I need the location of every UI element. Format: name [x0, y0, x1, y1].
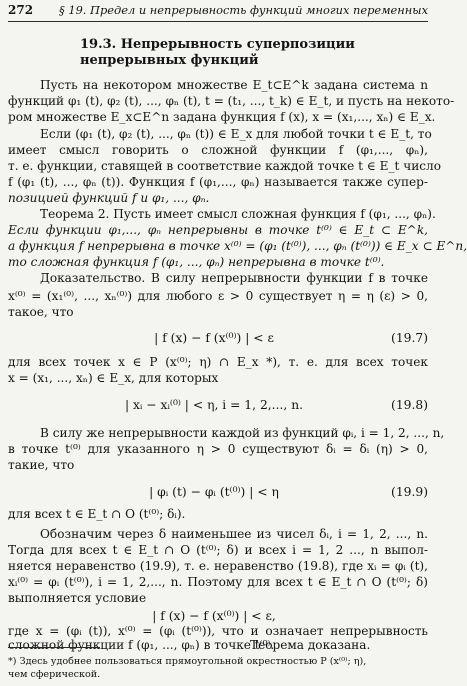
- proof-line: Обозначим через δ наименьшее из чисел δᵢ, i = 1, 2, ..., n.: [40, 527, 428, 541]
- proof-end-line: Теорема доказана.: [250, 638, 371, 652]
- footnote-line: *) Здесь удобнее пользоваться прямоугольной окрестностью P (x⁽⁰⁾; η),: [8, 656, 367, 667]
- proof-line: xᵢ⁽⁰⁾ = φᵢ (t⁽⁰⁾), i = 1, 2,..., n. Поэтому для всех t ∈ E_t ∩ O (t⁽⁰⁾; δ): [8, 575, 428, 589]
- section-title-line-1: 19.3. Непрерывность суперпозиции: [80, 37, 355, 52]
- proof-line: няется неравенство (19.9), т. е. неравенство (19.8), где xᵢ = φᵢ (t),: [8, 559, 428, 573]
- paragraph-line: позицией функций f и φ₁, ..., φₙ.: [8, 191, 210, 205]
- proof-line: выполняется условие: [8, 591, 147, 605]
- theorem-statement-line: Если функции φ₁,..., φₙ непрерывны в точке t⁽⁰⁾ ∈ E_t ⊂ E^k,: [8, 223, 428, 237]
- paragraph-line: функций φ₁ (t), φ₂ (t), ..., φₙ (t), t = (t₁, ..., t_k) ∈ E_t, и пусть на некото-: [8, 94, 455, 108]
- proof-line: x = (x₁, ..., xₙ) ∈ E_x, для которых: [8, 371, 219, 385]
- paragraph-line: имеет смысл говорить о сложной функции f (φ₁,..., φₙ),: [8, 143, 428, 157]
- paragraph-line: ром множестве E_x⊂E^n задана функция f (x), x = (x₁,..., xₙ) ∈ E_x.: [8, 110, 436, 124]
- running-title: § 19. Предел и непрерывность функций многих переменных: [59, 3, 428, 17]
- equation-number: (19.7): [391, 331, 428, 345]
- paragraph-line: f (φ₁ (t), ..., φₙ (t)). Функция f (φ₁,..., φₙ) называется также супер-: [8, 175, 428, 189]
- proof-line: Доказательство. В силу непрерывности функции f в точке: [40, 271, 428, 285]
- equation-number: (19.9): [391, 485, 428, 499]
- header-rule: [8, 21, 428, 22]
- paragraph-line: Если (φ₁ (t), φ₂ (t), ..., φₙ (t)) ∈ E_x для любой точки t ∈ E_t, то: [40, 127, 432, 141]
- proof-line: в точке t⁽⁰⁾ для указанного η > 0 существуют δᵢ = δᵢ (η) > 0,: [8, 442, 428, 456]
- page-number: 272: [8, 3, 34, 17]
- footnote-line: чем сферической.: [8, 669, 101, 680]
- proof-line: x⁽⁰⁾ = (x₁⁽⁰⁾, ..., xₙ⁽⁰⁾) для любого ε > 0 существует η = η (ε) > 0,: [8, 289, 428, 303]
- proof-line: Тогда для всех t ∈ E_t ∩ O (t⁽⁰⁾; δ) и всех i = 1, 2 ..., n выпол-: [8, 543, 428, 557]
- proof-line: такие, что: [8, 458, 75, 472]
- section-title-line-2: непрерывных функций: [80, 53, 259, 68]
- equation-body: | f (x) − f (x⁽⁰⁾) | < ε,: [152, 609, 276, 623]
- paragraph-line: т. е. функции, ставящей в соответствие каждой точке t ∈ E_t число: [8, 159, 442, 173]
- footnote-rule: [8, 647, 100, 648]
- theorem-statement-line: Теорема 2. Пусть имеет смысл сложная функция f (φ₁, ..., φₙ).: [40, 207, 436, 221]
- equation-body: | f (x) − f (x⁽⁰⁾) | < ε: [154, 331, 274, 345]
- proof-line: сложной функции f (φ₁, ..., φₙ) в точке t⁽⁰⁾.: [8, 638, 275, 652]
- proof-line: для всех точек x ∈ P (x⁽⁰⁾; η) ∩ E_x *), т. е. для всех точек: [8, 355, 428, 369]
- proof-line: где x = (φᵢ (t)), x⁽⁰⁾ = (φᵢ (t⁽⁰⁾)), что и означает непрерывность: [8, 624, 428, 638]
- proof-line: такое, что: [8, 305, 74, 319]
- proof-line: для всех t ∈ E_t ∩ O (t⁽⁰⁾; δᵢ).: [8, 507, 186, 521]
- theorem-statement-line: а функция f непрерывна в точке x⁽⁰⁾ = (φ₁ (t⁽⁰⁾), ..., φₙ (t⁽⁰⁾)) ∈ E_x ⊂ E^n,: [8, 239, 467, 253]
- equation-body: | xᵢ − xᵢ⁽⁰⁾ | < η, i = 1, 2,..., n.: [124, 398, 304, 412]
- running-header: [8, 3, 428, 21]
- proof-line: В силу же непрерывности каждой из функций φᵢ, i = 1, 2, ..., n,: [40, 426, 445, 440]
- theorem-statement-line: то сложная функция f (φ₁, ..., φₙ) непрерывна в точке t⁽⁰⁾.: [8, 255, 385, 269]
- equation-body: | φᵢ (t) − φᵢ (t⁽⁰⁾) | < η: [149, 485, 279, 499]
- paragraph-line: Пусть на некотором множестве E_t⊂E^k задана система n: [40, 78, 428, 92]
- equation-number: (19.8): [391, 398, 428, 412]
